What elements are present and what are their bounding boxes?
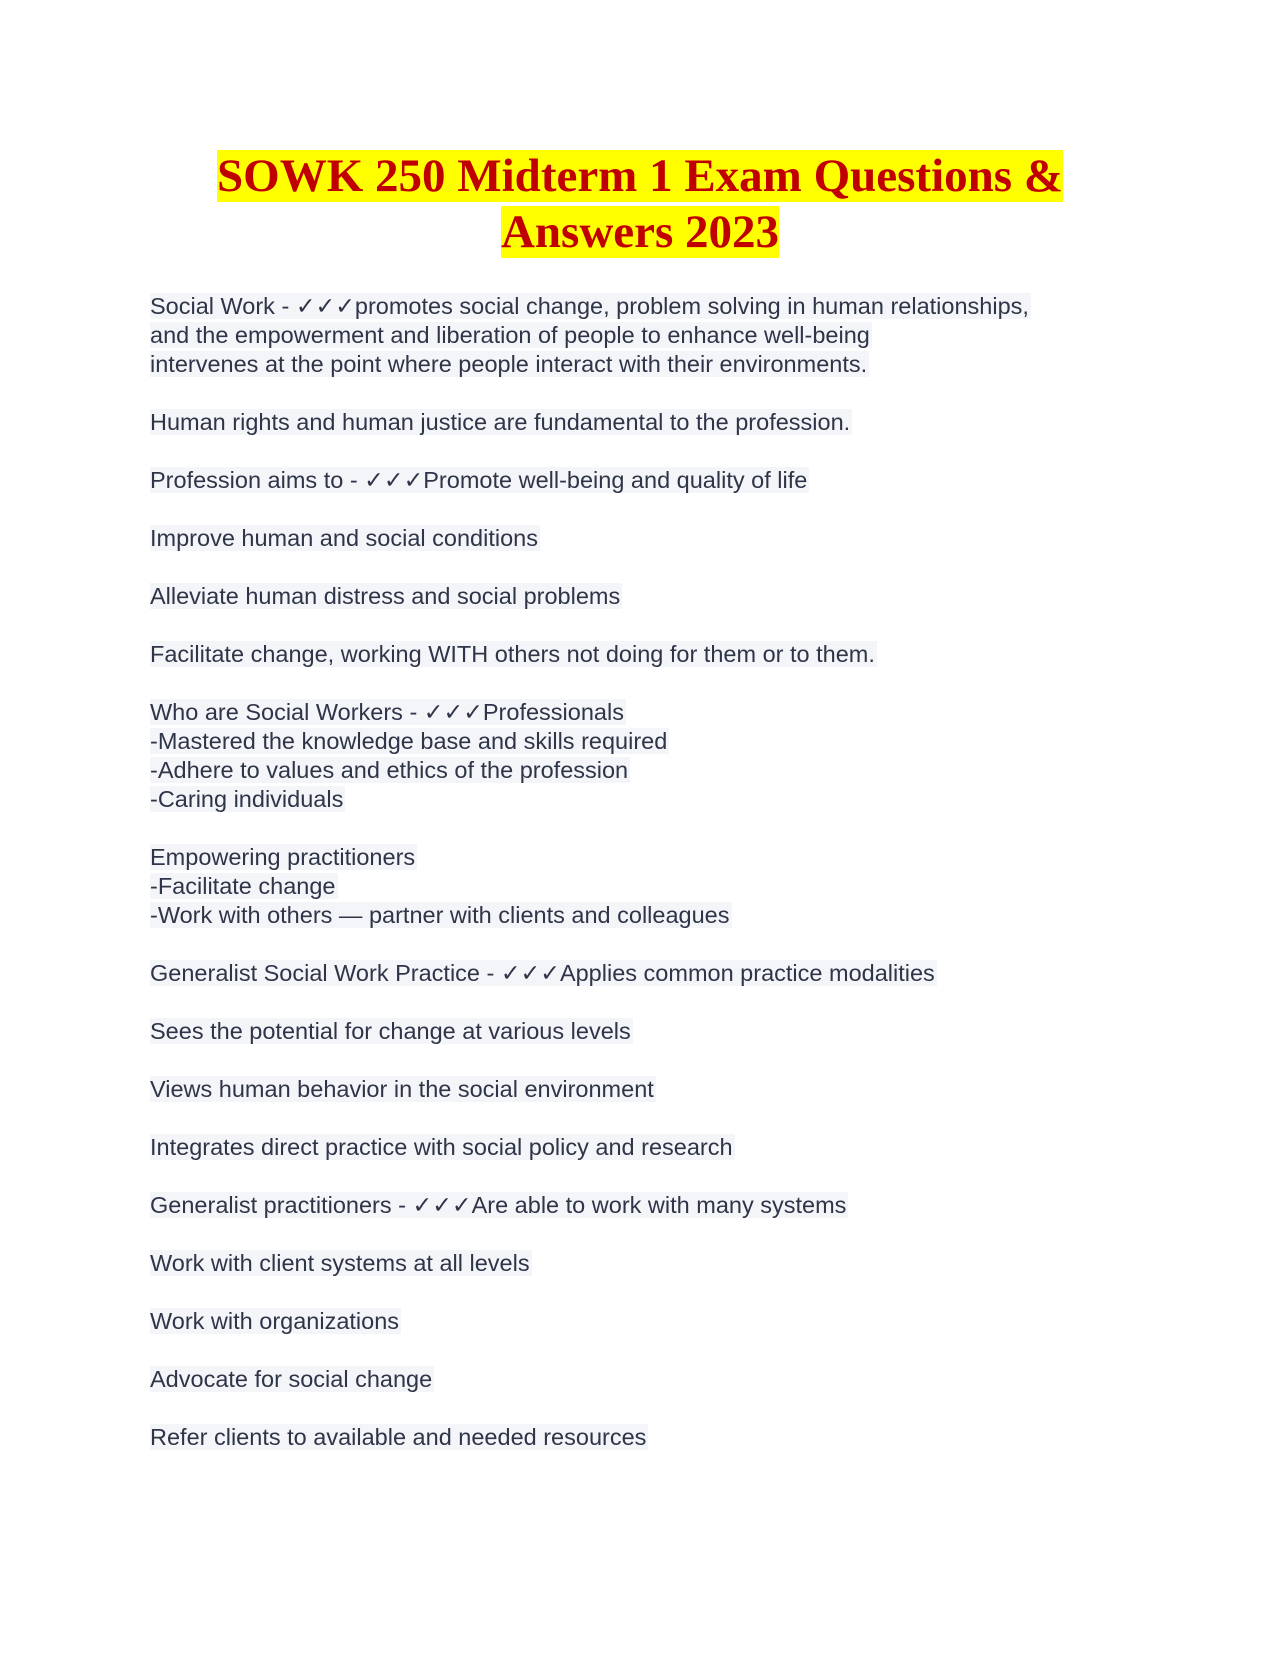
entry-line: Empowering practitioners (150, 844, 416, 870)
qa-entry-advocate (150, 1365, 1150, 1394)
entry-line: Integrates direct practice with social policy and research (150, 1134, 733, 1160)
title-line: Answers 2023 (500, 206, 780, 258)
qa-entry-organizations (150, 1307, 1150, 1336)
qa-entry-generalist-practitioners (150, 1191, 1150, 1220)
qa-entry-facilitate (150, 640, 1150, 669)
qa-entry-client-systems (150, 1249, 1150, 1278)
qa-entry-improve (150, 524, 1150, 553)
qa-entry-sees-potential (150, 1017, 1150, 1046)
qa-content (150, 292, 1150, 1452)
entry-line: -Work with others — partner with clients and colleagues (150, 902, 730, 928)
title-line: SOWK 250 Midterm 1 Exam Questions & (217, 150, 1063, 202)
qa-entry-integrates (150, 1133, 1150, 1162)
entry-line: Profession aims to - ✓✓✓Promote well-being and quality of life (150, 467, 808, 493)
qa-entry-who-are-social-workers (150, 698, 1150, 814)
entry-line: and the empowerment and liberation of people to enhance well-being (150, 322, 870, 348)
qa-entry-alleviate (150, 582, 1150, 611)
entry-line: -Mastered the knowledge base and skills required (150, 728, 668, 754)
entry-line: Generalist practitioners - ✓✓✓Are able to work with many systems (150, 1192, 847, 1218)
entry-line: -Caring individuals (150, 786, 344, 812)
entry-line: Sees the potential for change at various levels (150, 1018, 631, 1044)
entry-line: Work with organizations (150, 1308, 400, 1334)
qa-entry-human-rights (150, 408, 1150, 437)
entry-line: Views human behavior in the social environment (150, 1076, 654, 1102)
qa-entry-social-work (150, 292, 1150, 379)
qa-entry-empowering (150, 843, 1150, 930)
entry-line: Facilitate change, working WITH others not doing for them or to them. (150, 641, 875, 667)
qa-entry-generalist-practice (150, 959, 1150, 988)
entry-line: Alleviate human distress and social problems (150, 583, 621, 609)
entry-line: Advocate for social change (150, 1366, 433, 1392)
entry-line: Refer clients to available and needed resources (150, 1424, 647, 1450)
qa-entry-views-behavior (150, 1075, 1150, 1104)
entry-line: Generalist Social Work Practice - ✓✓✓Applies common practice modalities (150, 960, 935, 986)
entry-line: Work with client systems at all levels (150, 1250, 530, 1276)
document-title (150, 148, 1130, 260)
entry-line: Improve human and social conditions (150, 525, 538, 551)
entry-line: Social Work - ✓✓✓promotes social change, problem solving in human relationships, (150, 293, 1029, 319)
qa-entry-profession-aims (150, 466, 1150, 495)
entry-line: Who are Social Workers - ✓✓✓Professionals (150, 699, 624, 725)
entry-line: intervenes at the point where people interact with their environments. (150, 351, 868, 377)
entry-line: -Facilitate change (150, 873, 336, 899)
qa-entry-refer-clients (150, 1423, 1150, 1452)
entry-line: -Adhere to values and ethics of the profession (150, 757, 629, 783)
entry-line: Human rights and human justice are fundamental to the profession. (150, 409, 851, 435)
